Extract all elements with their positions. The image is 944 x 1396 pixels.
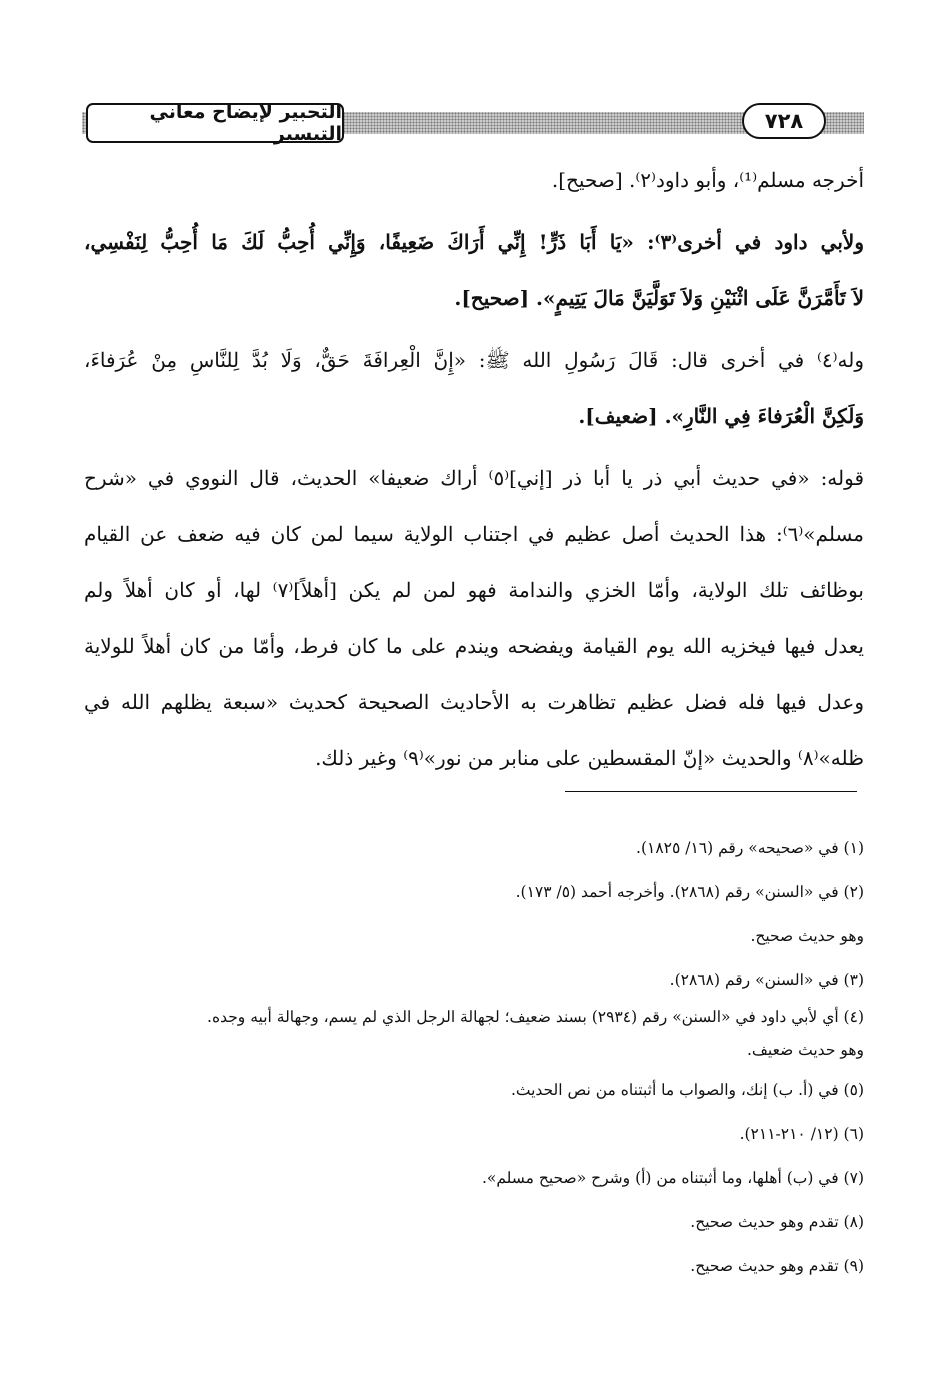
text-line: بوظائف تلك الولاية، وأمّا الخزي والندامة فهو لمن لم يكن [أهلاً]⁽٧⁾ لها، أو كان أهلاً ولم [84, 578, 864, 602]
footnote: (٩) تقدم وهو حديث صحيح. [690, 1257, 864, 1275]
text-line: قوله: «في حديث أبي ذر يا أبا ذر [إني]⁽٥⁾ أراك ضعيفا» الحديث، قال النووي في «شرح [84, 466, 864, 490]
text-line: وله⁽٤⁾ في أخرى قال: قَالَ رَسُولِ الله ﷺ: «إِنَّ الْعِرافَةَ حَقٌّ، وَلَا بُدَّ لِلنَّاسِ مِنْ عُرَفاءَ، [84, 348, 864, 372]
footnote: وهو حديث صحيح. [750, 927, 864, 945]
text-line: مسلم»⁽٦⁾: هذا الحديث أصل عظيم في اجتناب الولاية سيما لمن كان فيه ضعف عن القيام [84, 522, 864, 546]
text-line: يعدل فيها فيخزيه الله يوم القيامة ويفضحه ويندم على ما كان فرط، وأمّا من كان أهلاً للولاية [84, 634, 864, 658]
footnote: (٢) في «السنن» رقم (٢٨٦٨). وأخرجه أحمد (٥/ ١٧٣). [515, 883, 864, 901]
footnote: وهو حديث ضعيف. [746, 1041, 864, 1059]
footnote: (٣) في «السنن» رقم (٢٨٦٨). [669, 971, 864, 989]
footnote: (٥) في (أ. ب) إنك، والصواب ما أثبتناه من نص الحديث. [510, 1081, 864, 1099]
footnotes [86, 826, 864, 1288]
text-line: وَلَكِنَّ الْعُرَفاءَ فِي النَّارِ». [ضعيف]. [578, 404, 864, 428]
book-title: التحبير لإيضاح معاني التيسير [86, 103, 344, 143]
footnote: (٨) تقدم وهو حديث صحيح. [690, 1213, 864, 1231]
paragraph-4 [84, 450, 864, 786]
text-line: ظله»⁽٨⁾ والحديث «إنّ المقسطين على منابر من نور»⁽٩⁾ وغير ذلك. [315, 746, 864, 770]
paragraph-1 [84, 152, 864, 208]
text-line: لاَ تَأَمَّرَنَّ عَلَى اثْنَيْنِ وَلاَ تَوَلَّيَنَّ مَالَ يَتِيمٍ». [صحيح]. [454, 286, 864, 310]
body-text [84, 152, 864, 786]
paragraph-2 [84, 214, 864, 326]
text-line: ولأبي داود في أخرى⁽٣⁾: «يَا أَبَا ذَرٍّ! إِنِّي أَرَاكَ ضَعِيفًا، وَإِنِّي أُحِبُّ لَكَ مَا أُحِبُّ لِنَفْسِي، [84, 230, 864, 254]
page-number: ٧٢٨ [742, 103, 826, 139]
text-line: وعدل فيها فله فضل عظيم تظاهرت به الأحاديث الصحيحة كحديث «سبعة يظلهم الله في [84, 690, 864, 714]
footnote: (٦) (١٢/ ٢١٠-٢١١). [739, 1125, 864, 1143]
text-line: أخرجه مسلم⁽¹⁾، وأبو داود⁽٢⁾. [صحيح]. [551, 168, 864, 192]
paragraph-3 [84, 332, 864, 444]
footnote: (٤) أي لأبي داود في «السنن» رقم (٢٩٣٤) بسند ضعيف؛ لجهالة الرجل الذي لم يسم، وجهالة أبيه وجده. [207, 1008, 864, 1026]
footnote: (١) في «صحيحه» رقم (١٦/ ١٨٢٥). [636, 839, 864, 857]
footnote-separator [565, 791, 857, 792]
footnote: (٧) في (ب) أهلها، وما أثبتناه من (أ) وشرح «صحيح مسلم». [481, 1169, 864, 1187]
